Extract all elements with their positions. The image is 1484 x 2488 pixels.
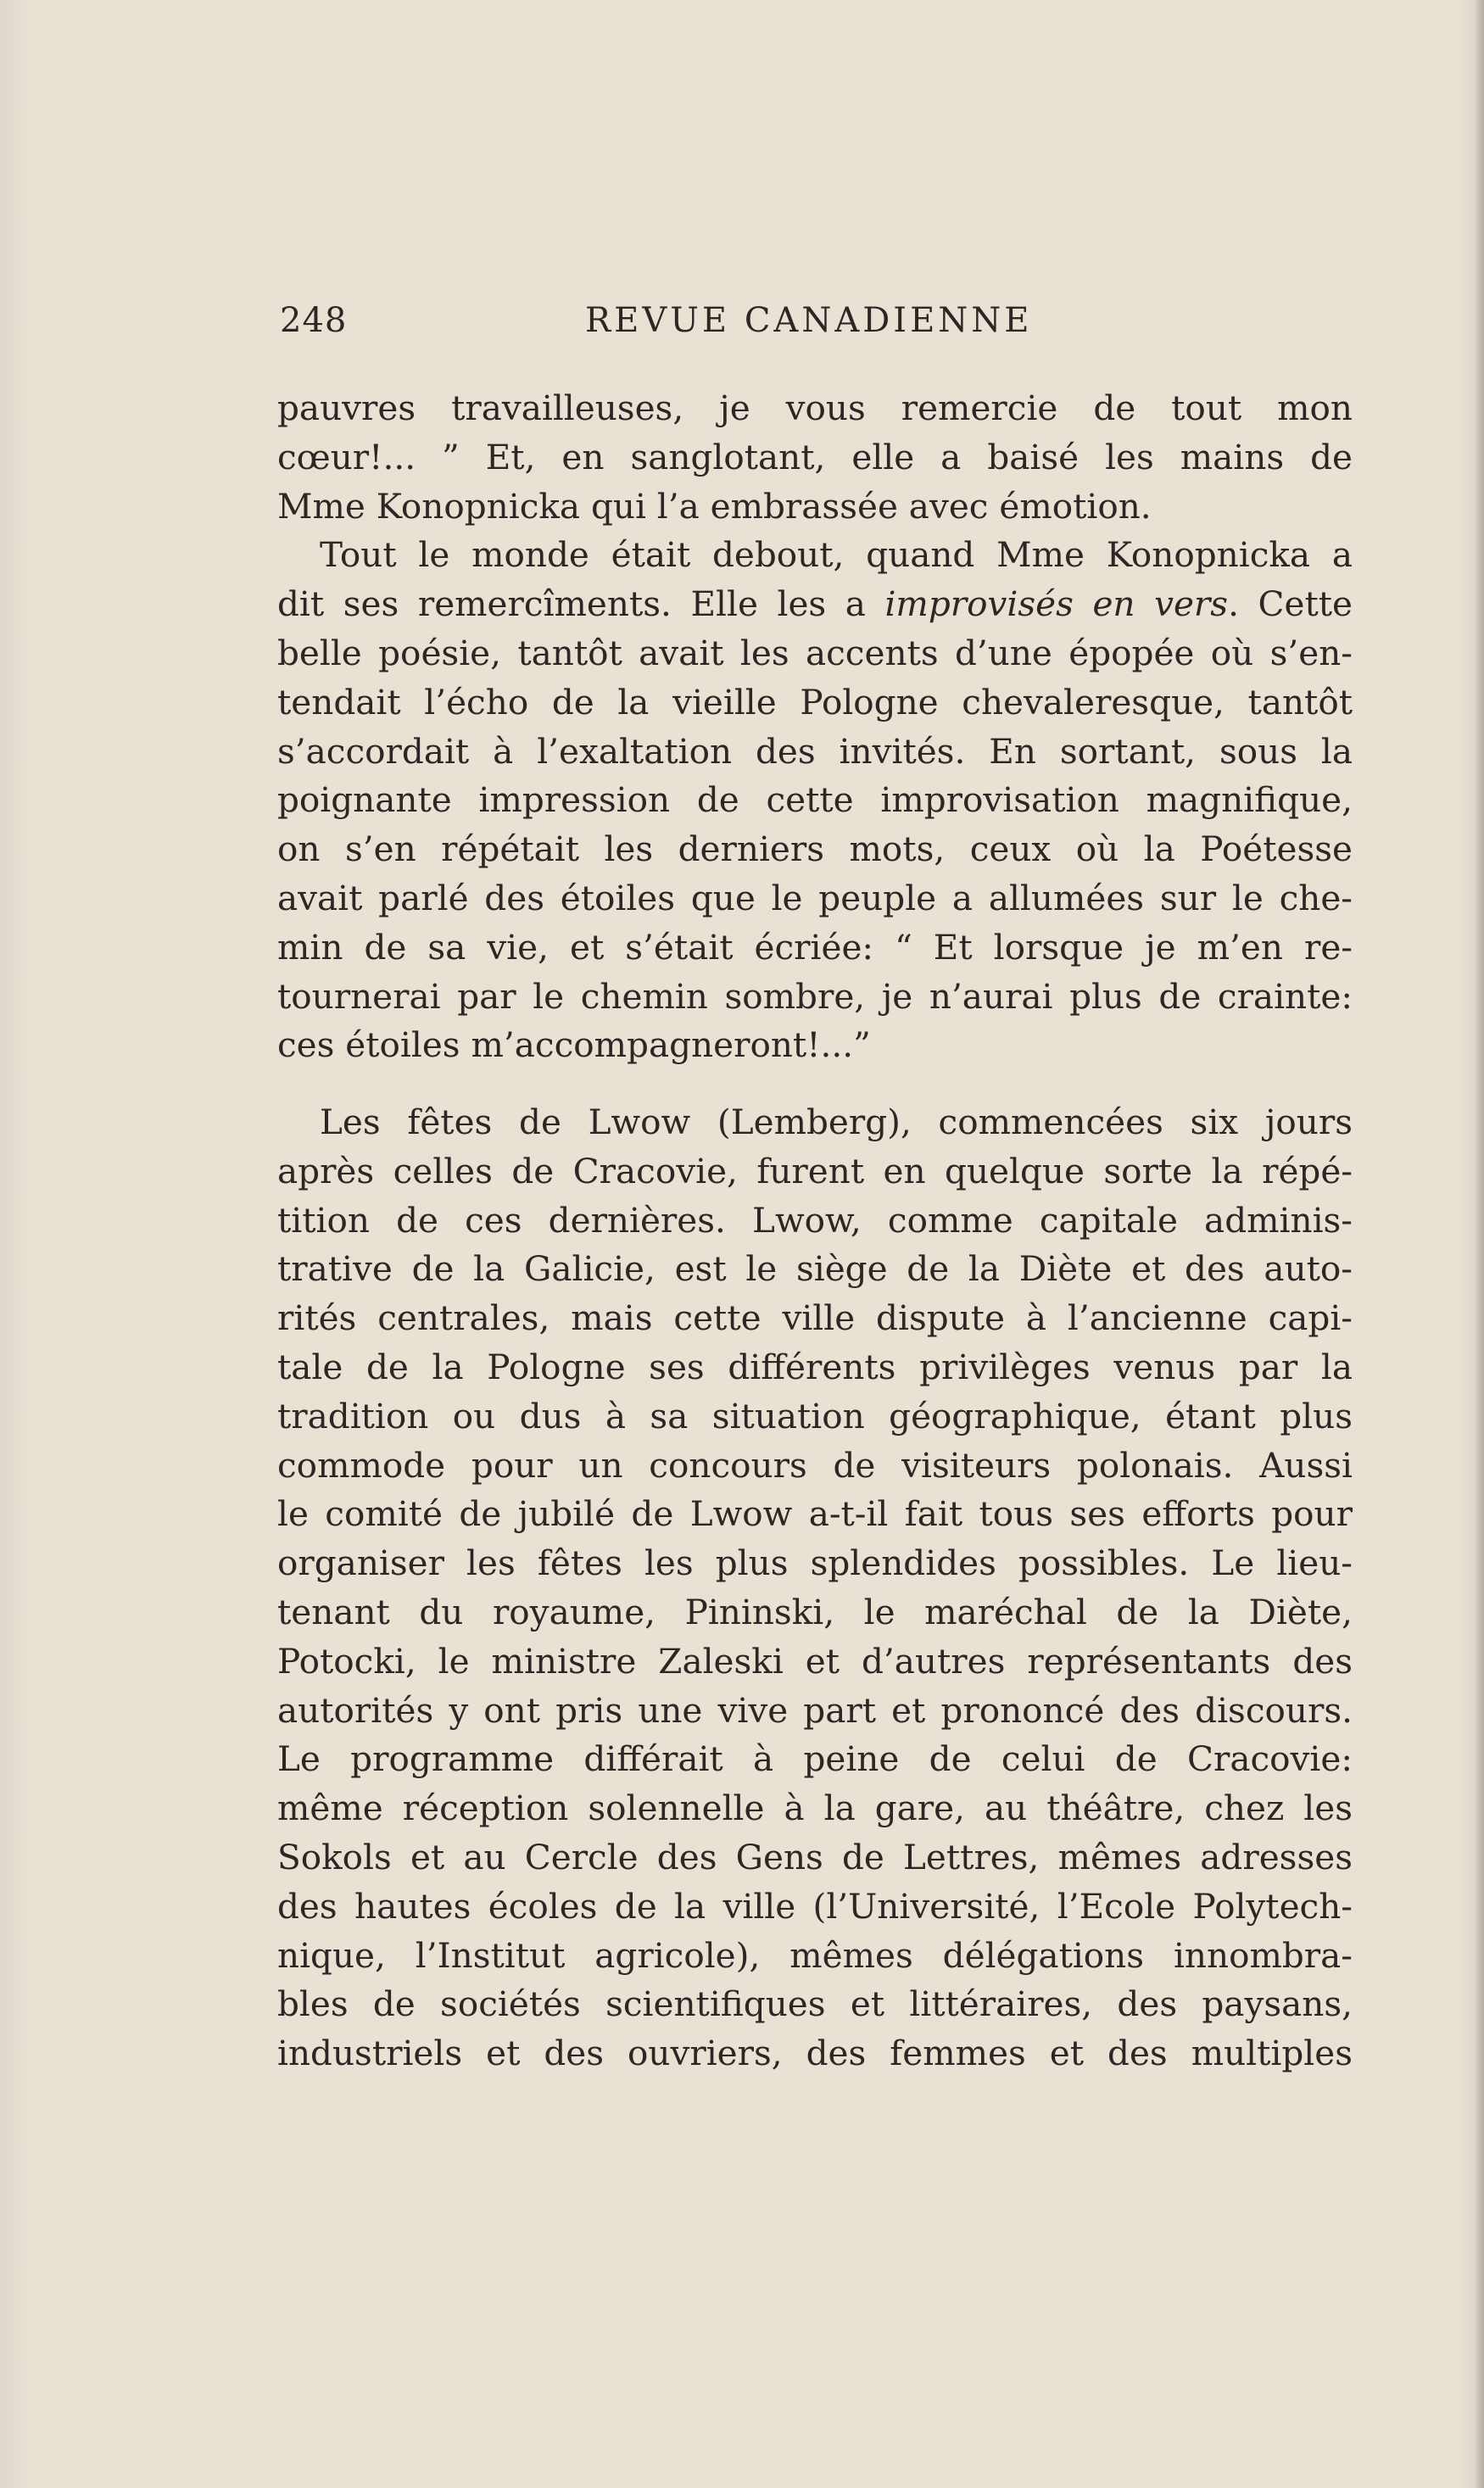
text-line: bles de sociétés scientifiques et littéraires, des paysans, [277, 1983, 1353, 2025]
text-line: Tout le monde était debout, quand Mme Konopnicka a [320, 534, 1353, 576]
page-number: 248 [280, 301, 348, 340]
text-line: industriels et des ouvriers, des femmes et des multiples [277, 2033, 1353, 2074]
page-header [280, 301, 1060, 343]
text-line: tournerai par le chemin sombre, je n’aurai plus de crainte: [277, 975, 1353, 1017]
text-line: tale de la Pologne ses différents privilèges venus par la [277, 1346, 1353, 1387]
text-line: Mme Konopnicka qui l’a embrassée avec émotion. [277, 485, 1152, 527]
text-line: trative de la Galicie, est le siège de la Diète et des auto- [277, 1248, 1353, 1290]
text-line: min de sa vie, et s’était écriée: “ Et lorsque je m’en re- [277, 926, 1353, 968]
text-line: organiser les fêtes les plus splendides possibles. Le lieu- [277, 1542, 1353, 1584]
text-line: ces étoiles m’accompagneront!...” [277, 1024, 871, 1066]
text-line: avait parlé des étoiles que le peuple a allumées sur le che- [277, 877, 1353, 918]
text-line: même réception solennelle à la gare, au théâtre, chez les [277, 1788, 1353, 1829]
text-line: Les fêtes de Lwow (Lemberg), commencées six jours [320, 1102, 1353, 1142]
paragraph-1 [277, 384, 1353, 1070]
italic-phrase: improvisés en vers [884, 583, 1229, 625]
text-line: rités centrales, mais cette ville dispute à l’ancienne capi- [277, 1297, 1353, 1339]
text-line: pauvres travailleuses, je vous remercie de tout mon [277, 388, 1353, 428]
text-line: Sokols et au Cercle des Gens de Lettres, mêmes adresses [277, 1836, 1353, 1877]
page-edge-shadow [1474, 0, 1484, 2488]
text-line: nique, l’Institut agricole), mêmes délégations innombra- [277, 1934, 1353, 1976]
text-line: commode pour un concours de visiteurs polonais. Aussi [277, 1444, 1353, 1486]
text-segment: dit ses remercîments. Elle les a [277, 583, 885, 625]
text-segment: . Cette [1228, 583, 1353, 625]
text-line: on s’en répétait les derniers mots, ceux où la Poétesse [277, 828, 1353, 870]
text-line: autorités y ont pris une vive part et prononcé des discours. [277, 1689, 1353, 1731]
text-line: des hautes écoles de la ville (l’Université, l’Ecole Polytech- [277, 1885, 1353, 1927]
text-line: après celles de Cracovie, furent en quelque sorte la répé- [277, 1150, 1353, 1191]
text-line: cœur!... ” Et, en sanglotant, elle a baisé les mains de [277, 436, 1353, 477]
text-line-mixed [277, 580, 1353, 629]
text-line: s’accordait à l’exaltation des invités. En sortant, sous la [277, 730, 1353, 772]
running-title: REVUE CANADIENNE [585, 301, 1033, 340]
text-line: le comité de jubilé de Lwow a-t-il fait tous ses efforts pour [277, 1493, 1353, 1535]
text-line: Potocki, le ministre Zaleski et d’autres représentants des [277, 1640, 1353, 1682]
text-line: belle poésie, tantôt avait les accents d’une épopée où s’en- [277, 632, 1353, 673]
text-line: tition de ces dernières. Lwow, comme capitale adminis- [277, 1199, 1353, 1241]
text-line: tradition ou dus à sa situation géographique, étant plus [277, 1395, 1353, 1436]
paragraph-2 [277, 1098, 1353, 2078]
text-line: tendait l’écho de la vieille Pologne chevaleresque, tantôt [277, 681, 1353, 722]
text-line: Le programme différait à peine de celui de Cracovie: [277, 1738, 1353, 1780]
text-line: poignante impression de cette improvisation magnifique, [277, 779, 1353, 821]
text-line: tenant du royaume, Pininski, le maréchal de la Diète, [277, 1591, 1353, 1632]
